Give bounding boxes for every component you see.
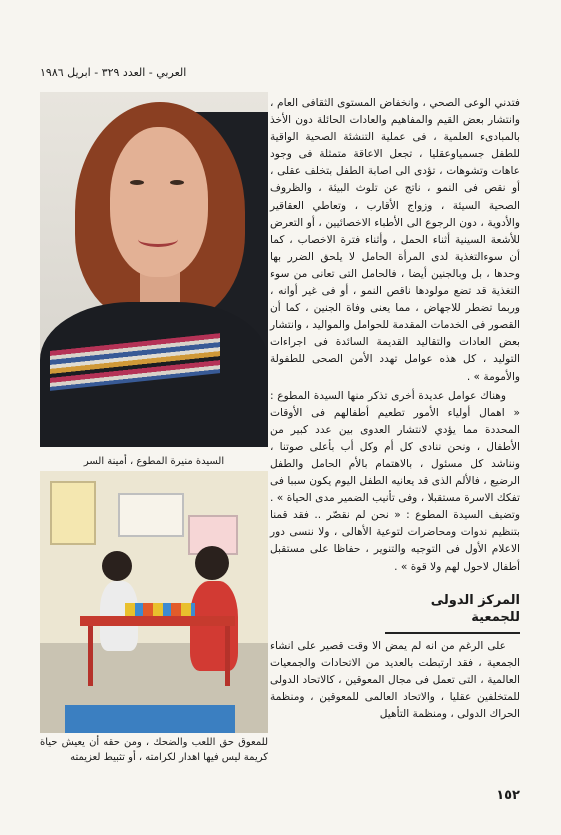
section-heading: المركز الدولى للجمعية (385, 592, 520, 634)
article-paragraph: وهناك عوامل عديدة أخرى تذكر منها السيدة المطوع : « اهمال أولياء الأمور تطعيم أطفالهم فى الأوقات المحددة مما يؤدي لانتشار العدوى بين عدد كبير من الأطفال ، ونحن ننادى كل أم وكل أب بأعلى صوتنا ، ونناشد كل مسئول ، بالاهتمام بالأم الحامل والطفل الرضيع ، فالألم الذى قد يعانيه الطفل اليوم يكون سببا فى تفكك الاسرة مستقبلا ، وفى تأنيب الضمير مدى الحياة » . وتضيف السيدة المطوع : « نحن لم نقصّر .. فقد قمنا بتنظيم ندوات ومحاضرات لتوعية الأهالى ، ولا ننسى دور الاعلام الأول فى التوجيه والتنوير ، حفاظا على مستقبل أطفال لاحول لهم ولا قوة » . (270, 389, 520, 573)
page-number: ١٥٢ (496, 788, 520, 803)
portrait-photo (40, 92, 268, 447)
article-column (270, 95, 520, 785)
children-photo (40, 471, 268, 733)
article-paragraph: على الرغم من انه لم يمض الا وقت قصير على انشاء الجمعية ، فقد ارتبطت بالعديد من الاتحادات والجمعيات العالمية ، التى تعمل فى مجال المعوقين ، كالاتحاد الدولى للمتخلفين عقليا ، والاتحاد العالمى للمعوقين ، ومنظمة الحراك الدولى ، ومنظمة التأهيل (270, 639, 520, 721)
photo-caption-1: السيدة منيرة المطوع ، أمينة السر (83, 456, 225, 467)
running-head: العربي - العدد ٣٢٩ - ابريل ١٩٨٦ (40, 66, 187, 79)
photo-caption-2: للمعوق حق اللعب والضحك ، ومن حقه أن يعيش حياة كريمة ليس فيها اهدار لكرامته ، أو تثبيط لعزيمته (40, 737, 268, 763)
article-paragraph: فتدني الوعى الصحي ، وانخفاض المستوى الثقافى العام ، وانتشار بعض القيم والمفاهيم والعادات الحائلة دون الأخذ بالمبادىء العلمية ، فى عملية التنشئة الصحية الواقية للطفل جسمياوعقليا ، تجعل الاعاقة متمثلة فى وجود عاهات وتشوهات ، تؤدى الى اصابة الطفل بتخلف عقلى ، أو نقص فى النمو ، ناتج عن تلوث البيئة ، والظروف الصحية السيئة ، وزواج الأقارب ، وتعاطي العقاقير والأدوية ، دون الرجوع الى الأطباء الاخصائيين ، أو التعرض للأشعة السينية أثناء الحمل ، وأثناء فترة الاخصاب ، كما أن سوءالتغذية لدى المرأة الحامل لا يلحق الضرر بها وحدها ، بل وبالجنين أيضا ، فالحامل التى تعانى من سوء التغذية قد تضع مولودها ناقص النمو ، أو فى غير أوانه ، وربما تضطر للاجهاض ، مما يعنى وفاة الجنين ، كما أن القصور فى الخدمات المقدمة للحوامل والمواليد ، وانتشار بعض العادات والتقاليد القديمة السائدة فى اجراءات التوليد ، كل هذه عوامل تهدد الأمن الصحى للطفولة والأمومة » . (270, 97, 520, 383)
